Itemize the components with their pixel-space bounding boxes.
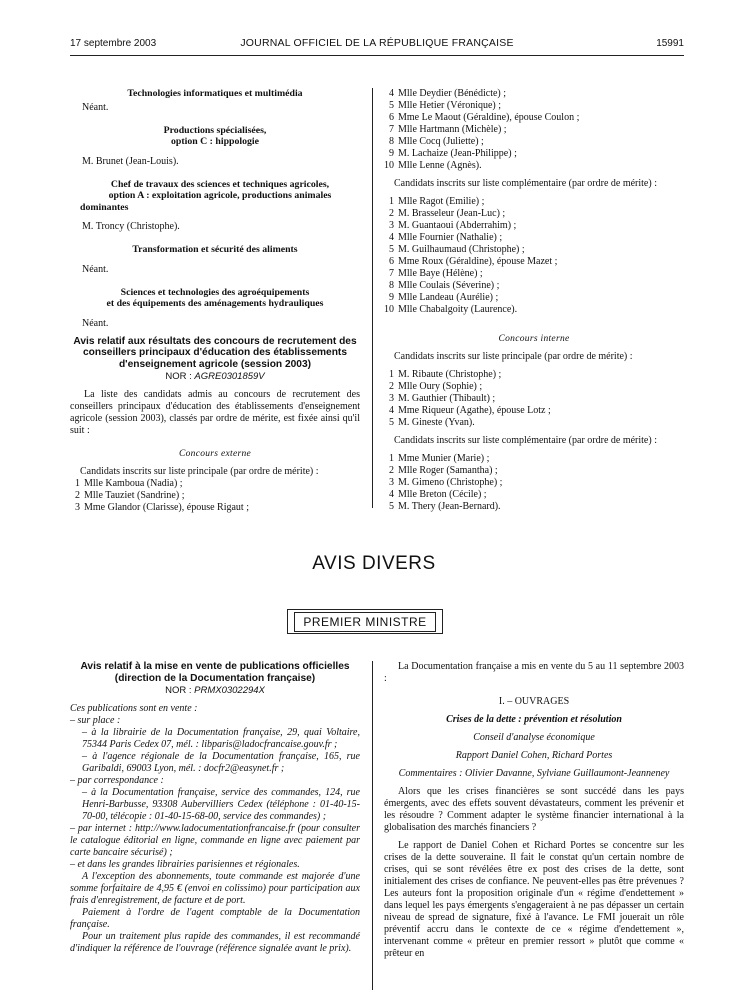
nor-reference: NOR : AGRE0301859V — [165, 371, 265, 382]
header-page-number: 15991 — [656, 38, 684, 49]
candidate-row — [384, 381, 684, 393]
candidate-name: Mlle Roger (Samantha) ; — [398, 465, 498, 476]
candidate-row — [384, 208, 684, 220]
sales-info — [70, 703, 360, 955]
candidate-row — [70, 478, 360, 490]
notice-title: Avis relatif à la mise en vente de publications officielles (direction de la Documentation française) — [80, 661, 350, 684]
candidate-name: Mme Glandor (Clarisse), épouse Rigaut ; — [84, 502, 249, 513]
candidate-name: Mme Le Maout (Géraldine), épouse Coulon ; — [398, 112, 580, 123]
candidate-row — [384, 465, 684, 477]
candidate-list — [384, 88, 684, 172]
header-date: 17 septembre 2003 — [70, 38, 157, 49]
candidate-row — [384, 489, 684, 501]
book-publisher: Conseil d'analyse économique — [473, 732, 595, 743]
candidate-rank: 2 — [389, 208, 394, 219]
list-label: Candidats inscrits sur liste principale (par ordre de mérite) : — [80, 466, 319, 477]
candidate-name: M. Ribaute (Christophe) ; — [398, 369, 502, 380]
candidate-rank: 1 — [389, 453, 394, 464]
candidate-name: Mme Roux (Géraldine), épouse Mazet ; — [398, 256, 558, 267]
concours-heading: Concours externe — [178, 449, 252, 459]
candidate-row — [384, 477, 684, 489]
bottom-right-column — [384, 661, 684, 960]
sales-line: Pour un traitement plus rapide des commandes, il est recommandé d'indiquer la référence de l'ouvrage (référence signalée avant le prix). — [70, 931, 360, 954]
candidate-row — [384, 100, 684, 112]
bottom-left-column — [70, 661, 360, 955]
candidate-row — [384, 136, 684, 148]
candidate-name: M. Guantaoui (Abderrahim) ; — [398, 220, 517, 231]
candidate-rank: 7 — [389, 124, 394, 135]
candidate-row — [384, 148, 684, 160]
book-body-paragraph: Le rapport de Daniel Cohen et Richard Portes se concentre sur les crises de la dette souveraine. Il fait le constat qu'un certain nombre de crises, qui se sont révélées être ex post des crises de la dette, sont initialement des crises de confiance. Ne peuvent-elles pas être prévenues ? Les auteurs font la proposition originale d'un « régime d'endettement » dans lequel les pays émergents s'engageraient à ne pas dépasser un certain niveau de spread de signature, fixé à l'avance. Le FMI jouerait un rôle préventif accru dans le contexte de ce « régime d'endettement », intervenant comme « prêteur en premier ressort » plutôt que comme « prêteur en — [384, 840, 684, 959]
candidate-row — [384, 244, 684, 256]
section-heading: Chef de travaux des sciences et techniques agricoles, option A : exploitation agricole, productions animales dominantes — [80, 178, 332, 213]
candidate-rank: 3 — [389, 477, 394, 488]
book-question-paragraph: Alors que les crises financières se sont succédé dans les pays émergents, avec des effets souvent dévastateurs, comment les prévenir et les résoudre ? Comment adapter le système financier international à la globalisation des marchés financiers ? — [384, 786, 684, 833]
candidate-row — [384, 88, 684, 100]
sales-line: – à la librairie de la Documentation française, 29, quai Voltaire, 75344 Paris Cedex 07, mél. : libparis@ladocfrancaise.gouv.fr ; — [82, 727, 360, 750]
candidate-rank: 3 — [389, 220, 394, 231]
candidate-row — [384, 304, 684, 316]
candidate-rank: 5 — [389, 501, 394, 512]
candidate-list — [384, 196, 684, 316]
candidate-row — [384, 417, 684, 429]
candidate-rank: 9 — [389, 148, 394, 159]
sales-line: Paiement à l'ordre de l'agent comptable de la Documentation française. — [70, 907, 360, 930]
candidate-name: M. Lachaize (Jean-Philippe) ; — [398, 148, 517, 159]
candidate-row — [384, 112, 684, 124]
candidate-rank: 2 — [389, 381, 394, 392]
candidate-name: Mlle Hetier (Véronique) ; — [398, 100, 502, 111]
candidate-rank: 2 — [389, 465, 394, 476]
sales-line: – par correspondance : — [70, 775, 164, 786]
candidate-rank: 10 — [384, 304, 394, 315]
candidate-name: Mlle Cocq (Juliette) ; — [398, 136, 484, 147]
candidate-rank: 1 — [389, 196, 394, 207]
candidate-rank: 5 — [389, 100, 394, 111]
candidate-list — [70, 478, 360, 514]
book-report: Rapport Daniel Cohen, Richard Portes — [455, 750, 613, 761]
candidate-rank: 4 — [389, 88, 394, 99]
sales-intro: La Documentation française a mis en vente du 5 au 11 septembre 2003 : — [384, 661, 684, 684]
candidate-row — [384, 393, 684, 405]
candidate-name: Mlle Breton (Cécile) ; — [398, 489, 487, 500]
sales-line: – sur place : — [70, 715, 121, 726]
candidate-row — [384, 232, 684, 244]
candidate-row — [384, 196, 684, 208]
candidate-rank: 8 — [389, 280, 394, 291]
ouvrages-heading: I. – OUVRAGES — [498, 696, 570, 707]
candidate-name: Mlle Deydier (Bénédicte) ; — [398, 88, 507, 99]
candidate-name: M. Gineste (Yvan). — [398, 417, 475, 428]
candidate-name: M. Gauthier (Thibault) ; — [398, 393, 496, 404]
candidate-rank: 2 — [75, 490, 80, 501]
page-header — [70, 38, 684, 52]
candidate-list — [384, 369, 684, 429]
list-label: Candidats inscrits sur liste complémentaire (par ordre de mérite) : — [394, 178, 657, 189]
column-divider-top — [372, 88, 373, 508]
section-value: M. Troncy (Christophe). — [82, 221, 180, 232]
section-title-avis-divers: AVIS DIVERS — [312, 553, 436, 574]
section-value: Néant. — [82, 101, 109, 113]
candidate-name: Mlle Ragot (Emilie) ; — [398, 196, 485, 207]
top-right-column — [384, 88, 684, 513]
candidate-rank: 4 — [389, 405, 394, 416]
candidate-rank: 10 — [384, 160, 394, 171]
candidate-name: Mlle Kamboua (Nadia) ; — [84, 478, 183, 489]
candidate-row — [384, 405, 684, 417]
candidate-rank: 1 — [389, 369, 394, 380]
candidate-name: Mlle Fournier (Nathalie) ; — [398, 232, 503, 243]
book-title: Crises de la dette : prévention et résolution — [446, 714, 622, 725]
candidate-name: Mlle Hartmann (Michèle) ; — [398, 124, 507, 135]
candidate-rank: 1 — [75, 478, 80, 489]
candidate-list — [384, 453, 684, 513]
candidate-name: Mlle Oury (Sophie) ; — [398, 381, 483, 392]
candidate-rank: 6 — [389, 112, 394, 123]
sales-line: Ces publications sont en vente : — [70, 703, 198, 714]
sales-line: A l'exception des abonnements, toute commande est majorée d'une somme forfaitaire de 4,95 € (envoi en colissimo) pour participation aux frais d'enregistrement, de facture et de port. — [70, 871, 360, 906]
candidate-rank: 8 — [389, 136, 394, 147]
ministry-label: PREMIER MINISTRE — [294, 612, 435, 632]
list-label: Candidats inscrits sur liste complémentaire (par ordre de mérite) : — [394, 435, 657, 446]
candidate-row — [384, 453, 684, 465]
candidate-row — [384, 160, 684, 172]
candidate-row — [384, 292, 684, 304]
ministry-box — [287, 609, 443, 634]
section-value: M. Brunet (Jean-Louis). — [82, 155, 179, 167]
candidate-rank: 4 — [389, 232, 394, 243]
section-heading: Sciences et technologies des agroéquipements et des équipements des aménagements hydrauliques — [106, 286, 324, 309]
candidate-name: Mlle Baye (Hélène) ; — [398, 268, 483, 279]
header-rule — [70, 55, 684, 56]
candidate-row — [384, 256, 684, 268]
candidate-name: Mlle Landeau (Aurélie) ; — [398, 292, 499, 303]
candidate-row — [70, 502, 360, 514]
candidate-row — [384, 220, 684, 232]
candidate-name: Mlle Coulais (Séverine) ; — [398, 280, 500, 291]
section-value: Néant. — [82, 317, 109, 329]
list-label: Candidats inscrits sur liste principale (par ordre de mérite) : — [394, 351, 633, 362]
sales-line: – par internet : http://www.ladocumentationfrancaise.fr (pour consulter le catalogue éditorial en ligne, commande en ligne avec paiement par carte bancaire sécurisé) ; — [70, 823, 360, 858]
candidate-name: M. Gimeno (Christophe) ; — [398, 477, 503, 488]
candidate-row — [384, 124, 684, 136]
candidate-row — [384, 268, 684, 280]
section-heading: Transformation et sécurité des aliments — [132, 244, 298, 255]
book-comments: Commentaires : Olivier Davanne, Sylviane Guillaumont-Jeanneney — [398, 768, 670, 779]
section-value: Néant. — [82, 263, 109, 275]
candidate-name: Mlle Lenne (Agnès). — [398, 160, 482, 171]
candidate-rank: 5 — [389, 244, 394, 255]
candidate-rank: 6 — [389, 256, 394, 267]
notice-title: Avis relatif aux résultats des concours de recrutement des conseillers principaux d'éducation des établissements d'enseignement agricole (session 2003) — [73, 335, 357, 370]
candidate-name: Mme Riqueur (Agathe), épouse Lotz ; — [398, 405, 551, 416]
candidate-row — [70, 490, 360, 502]
candidate-name: M. Thery (Jean-Bernard). — [398, 501, 501, 512]
top-left-column — [70, 88, 360, 514]
candidate-rank: 7 — [389, 268, 394, 279]
header-journal-title: JOURNAL OFFICIEL DE LA RÉPUBLIQUE FRANÇAISE — [240, 37, 514, 49]
candidate-rank: 3 — [389, 393, 394, 404]
notice-intro: La liste des candidats admis au concours de recrutement des conseillers principaux d'éducation des établissements d'enseignement agricole (session 2003), classés par ordre de mérite, est fixée ainsi qu'il suit : — [70, 389, 360, 436]
nor-reference: NOR : PRMX0302294X — [165, 685, 265, 696]
section-heading: Technologies informatiques et multimédia — [127, 88, 303, 99]
sales-line: – et dans les grandes librairies parisiennes et régionales. — [70, 859, 300, 870]
concours-heading: Concours interne — [498, 334, 570, 344]
candidate-rank: 5 — [389, 417, 394, 428]
candidate-name: M. Brasseleur (Jean-Luc) ; — [398, 208, 506, 219]
candidate-rank: 3 — [75, 502, 80, 513]
candidate-name: Mme Munier (Marie) ; — [398, 453, 490, 464]
sales-line: – à la Documentation française, service des commandes, 124, rue Henri-Barbusse, 93308 Aubervilliers Cedex (téléphone : 01-40-15-70-00, télécopie : 01-40-15-68-00, service des commandes) ; — [82, 787, 360, 822]
candidate-rank: 9 — [389, 292, 394, 303]
candidate-rank: 4 — [389, 489, 394, 500]
candidate-name: Mlle Tauziet (Sandrine) ; — [84, 490, 185, 501]
sales-line: – à l'agence régionale de la Documentation française, 165, rue Garibaldi, 69003 Lyon, mél. : docfr2@easynet.fr ; — [82, 751, 360, 774]
candidate-row — [384, 501, 684, 513]
candidate-name: Mlle Chabalgoity (Laurence). — [398, 304, 518, 315]
candidate-name: M. Guilhaumaud (Christophe) ; — [398, 244, 525, 255]
candidate-row — [384, 369, 684, 381]
column-divider-bottom — [372, 661, 373, 990]
candidate-row — [384, 280, 684, 292]
section-heading: Productions spécialisées, option C : hippologie — [163, 124, 267, 147]
